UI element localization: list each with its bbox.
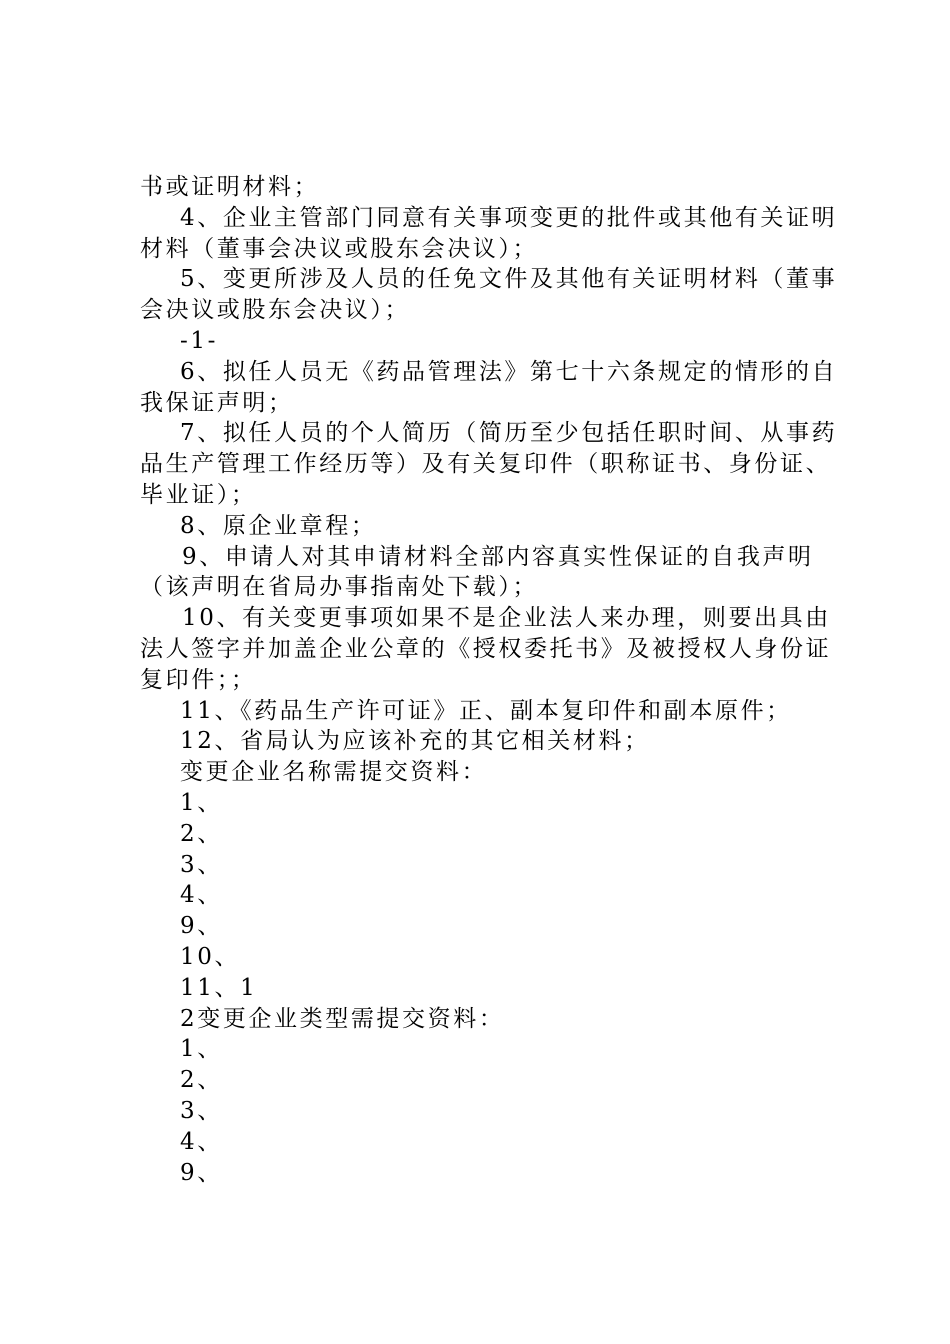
page-number: -1- <box>180 327 218 354</box>
text-line: 4、企业主管部门同意有关事项变更的批件或其他有关证明 <box>180 204 838 231</box>
list-item: 2、 <box>180 1067 223 1094</box>
text-line: 品生产管理工作经历等）及有关复印件（职称证书、身份证、 <box>140 451 832 478</box>
list-item: 2、 <box>180 820 223 847</box>
text-line: 8、原企业章程； <box>180 512 377 539</box>
text-line: 复印件；； <box>140 666 257 693</box>
text-line: 12、省局认为应该补充的其它相关材料； <box>180 728 650 755</box>
document-body <box>140 172 838 1188</box>
text-line: 9、申请人对其申请材料全部内容真实性保证的自我声明 <box>182 543 814 570</box>
text-line: 书或证明材料； <box>140 174 320 200</box>
list-item: 10、 <box>180 943 241 970</box>
list-item: 3、 <box>180 1097 223 1124</box>
text-line: 会决议或股东会决议）； <box>140 297 411 324</box>
list-item: 11、1 <box>180 974 258 1001</box>
list-item: 9、 <box>180 913 223 940</box>
text-line: （该声明在省局办事指南处下载）； <box>140 574 539 601</box>
text-line: 材料（董事会决议或股东会决议）； <box>140 235 539 262</box>
text-line: 5、变更所涉及人员的任免文件及其他有关证明材料（董事 <box>180 266 838 293</box>
list-item: 4、 <box>180 882 223 909</box>
section-heading: 变更企业名称需提交资料： <box>180 759 488 786</box>
text-line: 法人签字并加盖企业公章的《授权委托书》及被授权人身份证 <box>140 635 832 662</box>
list-item: 9、 <box>180 1159 223 1186</box>
list-item: 4、 <box>180 1128 223 1155</box>
list-item: 3、 <box>180 851 223 878</box>
text-line: 7、拟任人员的个人简历（简历至少包括任职时间、从事药 <box>180 420 838 447</box>
text-line: 11、《药品生产许可证》正、副本复印件和副本原件； <box>180 697 792 724</box>
text-line: 我保证声明； <box>140 389 294 416</box>
list-item: 1、 <box>180 789 223 816</box>
section-heading: 2变更企业类型需提交资料： <box>180 1005 505 1032</box>
text-line: 6、拟任人员无《药品管理法》第七十六条规定的情形的自 <box>180 358 838 385</box>
list-item: 1、 <box>180 1036 223 1063</box>
text-line: 毕业证）； <box>140 481 257 508</box>
text-line: 10、有关变更事项如果不是企业法人来办理，则要出具由 <box>182 605 831 632</box>
